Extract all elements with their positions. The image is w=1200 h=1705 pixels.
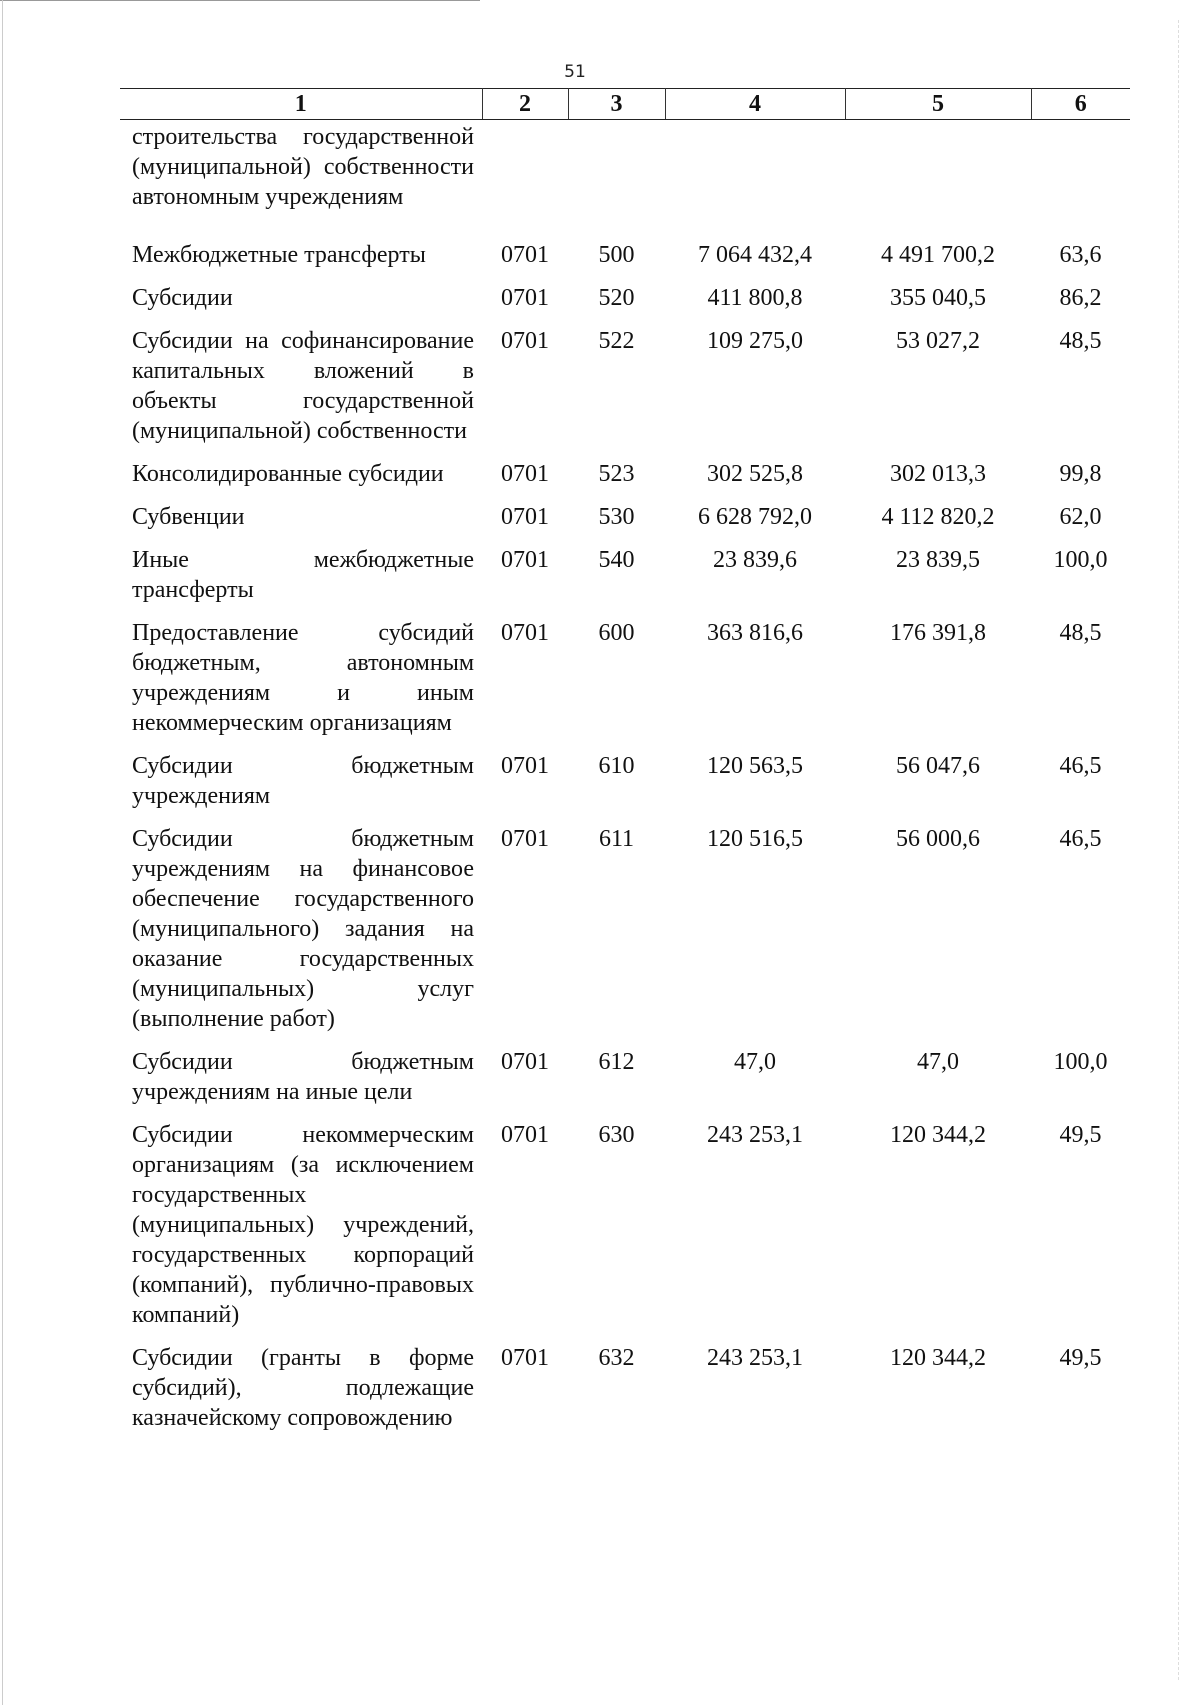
row-planned-amount: 120 516,5 [707, 826, 803, 852]
table-row [120, 824, 1130, 1047]
row-name: Субсидии бюджетным учреждениям на иные цели [132, 1049, 474, 1105]
row-planned-amount: 6 628 792,0 [698, 504, 812, 530]
row-execution-percent [1031, 120, 1130, 227]
table-row [120, 545, 1130, 618]
row-section-code: 0701 [501, 504, 549, 530]
table-row [120, 326, 1130, 459]
row-planned-amount: 120 563,5 [707, 753, 803, 779]
table-row [120, 226, 1130, 283]
row-name: Субсидии бюджетным учреждениям [132, 753, 474, 809]
row-planned-amount: 47,0 [734, 1049, 776, 1075]
row-section-code: 0701 [501, 620, 549, 646]
row-name: Иные межбюджетные трансферты [132, 547, 474, 603]
row-execution-percent: 99,8 [1059, 461, 1102, 487]
row-executed-amount: 23 839,5 [896, 547, 980, 573]
page-number: 51 [564, 62, 586, 82]
row-executed-amount: 355 040,5 [890, 285, 986, 311]
row-section-code: 0701 [501, 328, 549, 354]
row-section-code: 0701 [501, 285, 549, 311]
row-expense-type: 522 [598, 328, 635, 354]
row-name: Предоставление субсидий бюджетным, автономным учреждениям и иным некоммерческим организациям [132, 620, 474, 736]
table-row [120, 751, 1130, 824]
table-row [120, 1343, 1130, 1446]
row-executed-amount: 4 112 820,2 [881, 504, 995, 530]
row-expense-type: 520 [598, 285, 635, 311]
row-section-code: 0701 [501, 242, 549, 268]
row-name: Субсидии некоммерческим организациям (за исключением государственных (муниципальных) учреждений, государственных корпораций (компаний), публично-правовых компаний) [132, 1122, 474, 1328]
row-expense-type: 630 [598, 1122, 635, 1148]
row-expense-type: 500 [598, 242, 635, 268]
row-execution-percent: 86,2 [1059, 285, 1102, 311]
row-name: Межбюджетные трансферты [132, 242, 426, 268]
row-execution-percent: 63,6 [1059, 242, 1102, 268]
row-execution-percent: 46,5 [1059, 753, 1102, 779]
header-col-1: 1 [120, 89, 482, 120]
row-name: Субвенции [132, 504, 245, 530]
scan-edge-right [1178, 20, 1179, 1680]
row-executed-amount: 56 000,6 [896, 826, 980, 852]
row-execution-percent: 48,5 [1059, 328, 1102, 354]
row-expense-type: 612 [598, 1049, 635, 1075]
table-row [120, 1120, 1130, 1343]
row-executed-amount: 176 391,8 [890, 620, 986, 646]
row-expense-type: 632 [598, 1345, 635, 1371]
row-expense-type: 600 [598, 620, 635, 646]
row-planned-amount: 23 839,6 [713, 547, 797, 573]
row-planned-amount [665, 120, 845, 227]
header-col-3: 3 [568, 89, 665, 120]
row-section-code: 0701 [501, 1049, 549, 1075]
row-section-code: 0701 [501, 1122, 549, 1148]
row-expense-type: 540 [598, 547, 635, 573]
row-executed-amount: 302 013,3 [890, 461, 986, 487]
row-execution-percent: 49,5 [1059, 1345, 1102, 1371]
row-section-code: 0701 [501, 1345, 549, 1371]
header-col-4: 4 [665, 89, 845, 120]
header-row [120, 89, 1130, 120]
table-row [120, 120, 1130, 227]
row-expense-type: 530 [598, 504, 635, 530]
row-name: строительства государственной (муниципальной) собственности автономным учреждениям [132, 124, 474, 210]
budget-table-container [120, 88, 1130, 1446]
row-planned-amount: 109 275,0 [707, 328, 803, 354]
row-planned-amount: 363 816,6 [707, 620, 803, 646]
row-planned-amount: 7 064 432,4 [698, 242, 812, 268]
scan-edge-top [0, 0, 480, 1]
row-executed-amount: 120 344,2 [890, 1345, 986, 1371]
row-name: Субсидии (гранты в форме субсидий), подлежащие казначейскому сопровождению [132, 1345, 474, 1431]
row-name: Субсидии [132, 285, 233, 311]
row-executed-amount: 47,0 [917, 1049, 959, 1075]
header-col-6: 6 [1031, 89, 1130, 120]
row-expense-type [568, 120, 665, 227]
row-execution-percent: 46,5 [1059, 826, 1102, 852]
row-expense-type: 523 [598, 461, 635, 487]
table-row [120, 618, 1130, 751]
row-name: Консолидированные субсидии [132, 461, 444, 487]
table-header [120, 89, 1130, 120]
row-execution-percent: 62,0 [1059, 504, 1102, 530]
row-section-code: 0701 [501, 461, 549, 487]
row-name: Субсидии на софинансирование капитальных вложений в объекты государственной (муниципальной) собственности [132, 328, 474, 444]
row-name: Субсидии бюджетным учреждениям на финансовое обеспечение государственного (муниципального) задания на оказание государственных (муниципальных) услуг (выполнение работ) [132, 826, 474, 1032]
table-row [120, 502, 1130, 545]
row-executed-amount: 56 047,6 [896, 753, 980, 779]
row-execution-percent: 48,5 [1059, 620, 1102, 646]
header-col-5: 5 [845, 89, 1031, 120]
row-executed-amount: 4 491 700,2 [881, 242, 995, 268]
row-executed-amount: 53 027,2 [896, 328, 980, 354]
row-execution-percent: 100,0 [1053, 547, 1108, 573]
table-body [120, 120, 1130, 1447]
row-section-code: 0701 [501, 547, 549, 573]
row-planned-amount: 243 253,1 [707, 1122, 803, 1148]
header-col-2: 2 [482, 89, 568, 120]
row-executed-amount: 120 344,2 [890, 1122, 986, 1148]
row-planned-amount: 302 525,8 [707, 461, 803, 487]
row-execution-percent: 100,0 [1053, 1049, 1108, 1075]
row-executed-amount [845, 120, 1031, 227]
row-planned-amount: 411 800,8 [707, 285, 803, 311]
table-row [120, 459, 1130, 502]
budget-table [120, 88, 1130, 1446]
row-section-code: 0701 [501, 826, 549, 852]
table-row [120, 1047, 1130, 1120]
scan-edge-left [2, 0, 3, 1705]
row-planned-amount: 243 253,1 [707, 1345, 803, 1371]
row-section-code: 0701 [501, 753, 549, 779]
table-row [120, 283, 1130, 326]
row-expense-type: 611 [598, 826, 635, 852]
row-execution-percent: 49,5 [1059, 1122, 1102, 1148]
row-section-code [482, 120, 568, 227]
row-expense-type: 610 [598, 753, 635, 779]
